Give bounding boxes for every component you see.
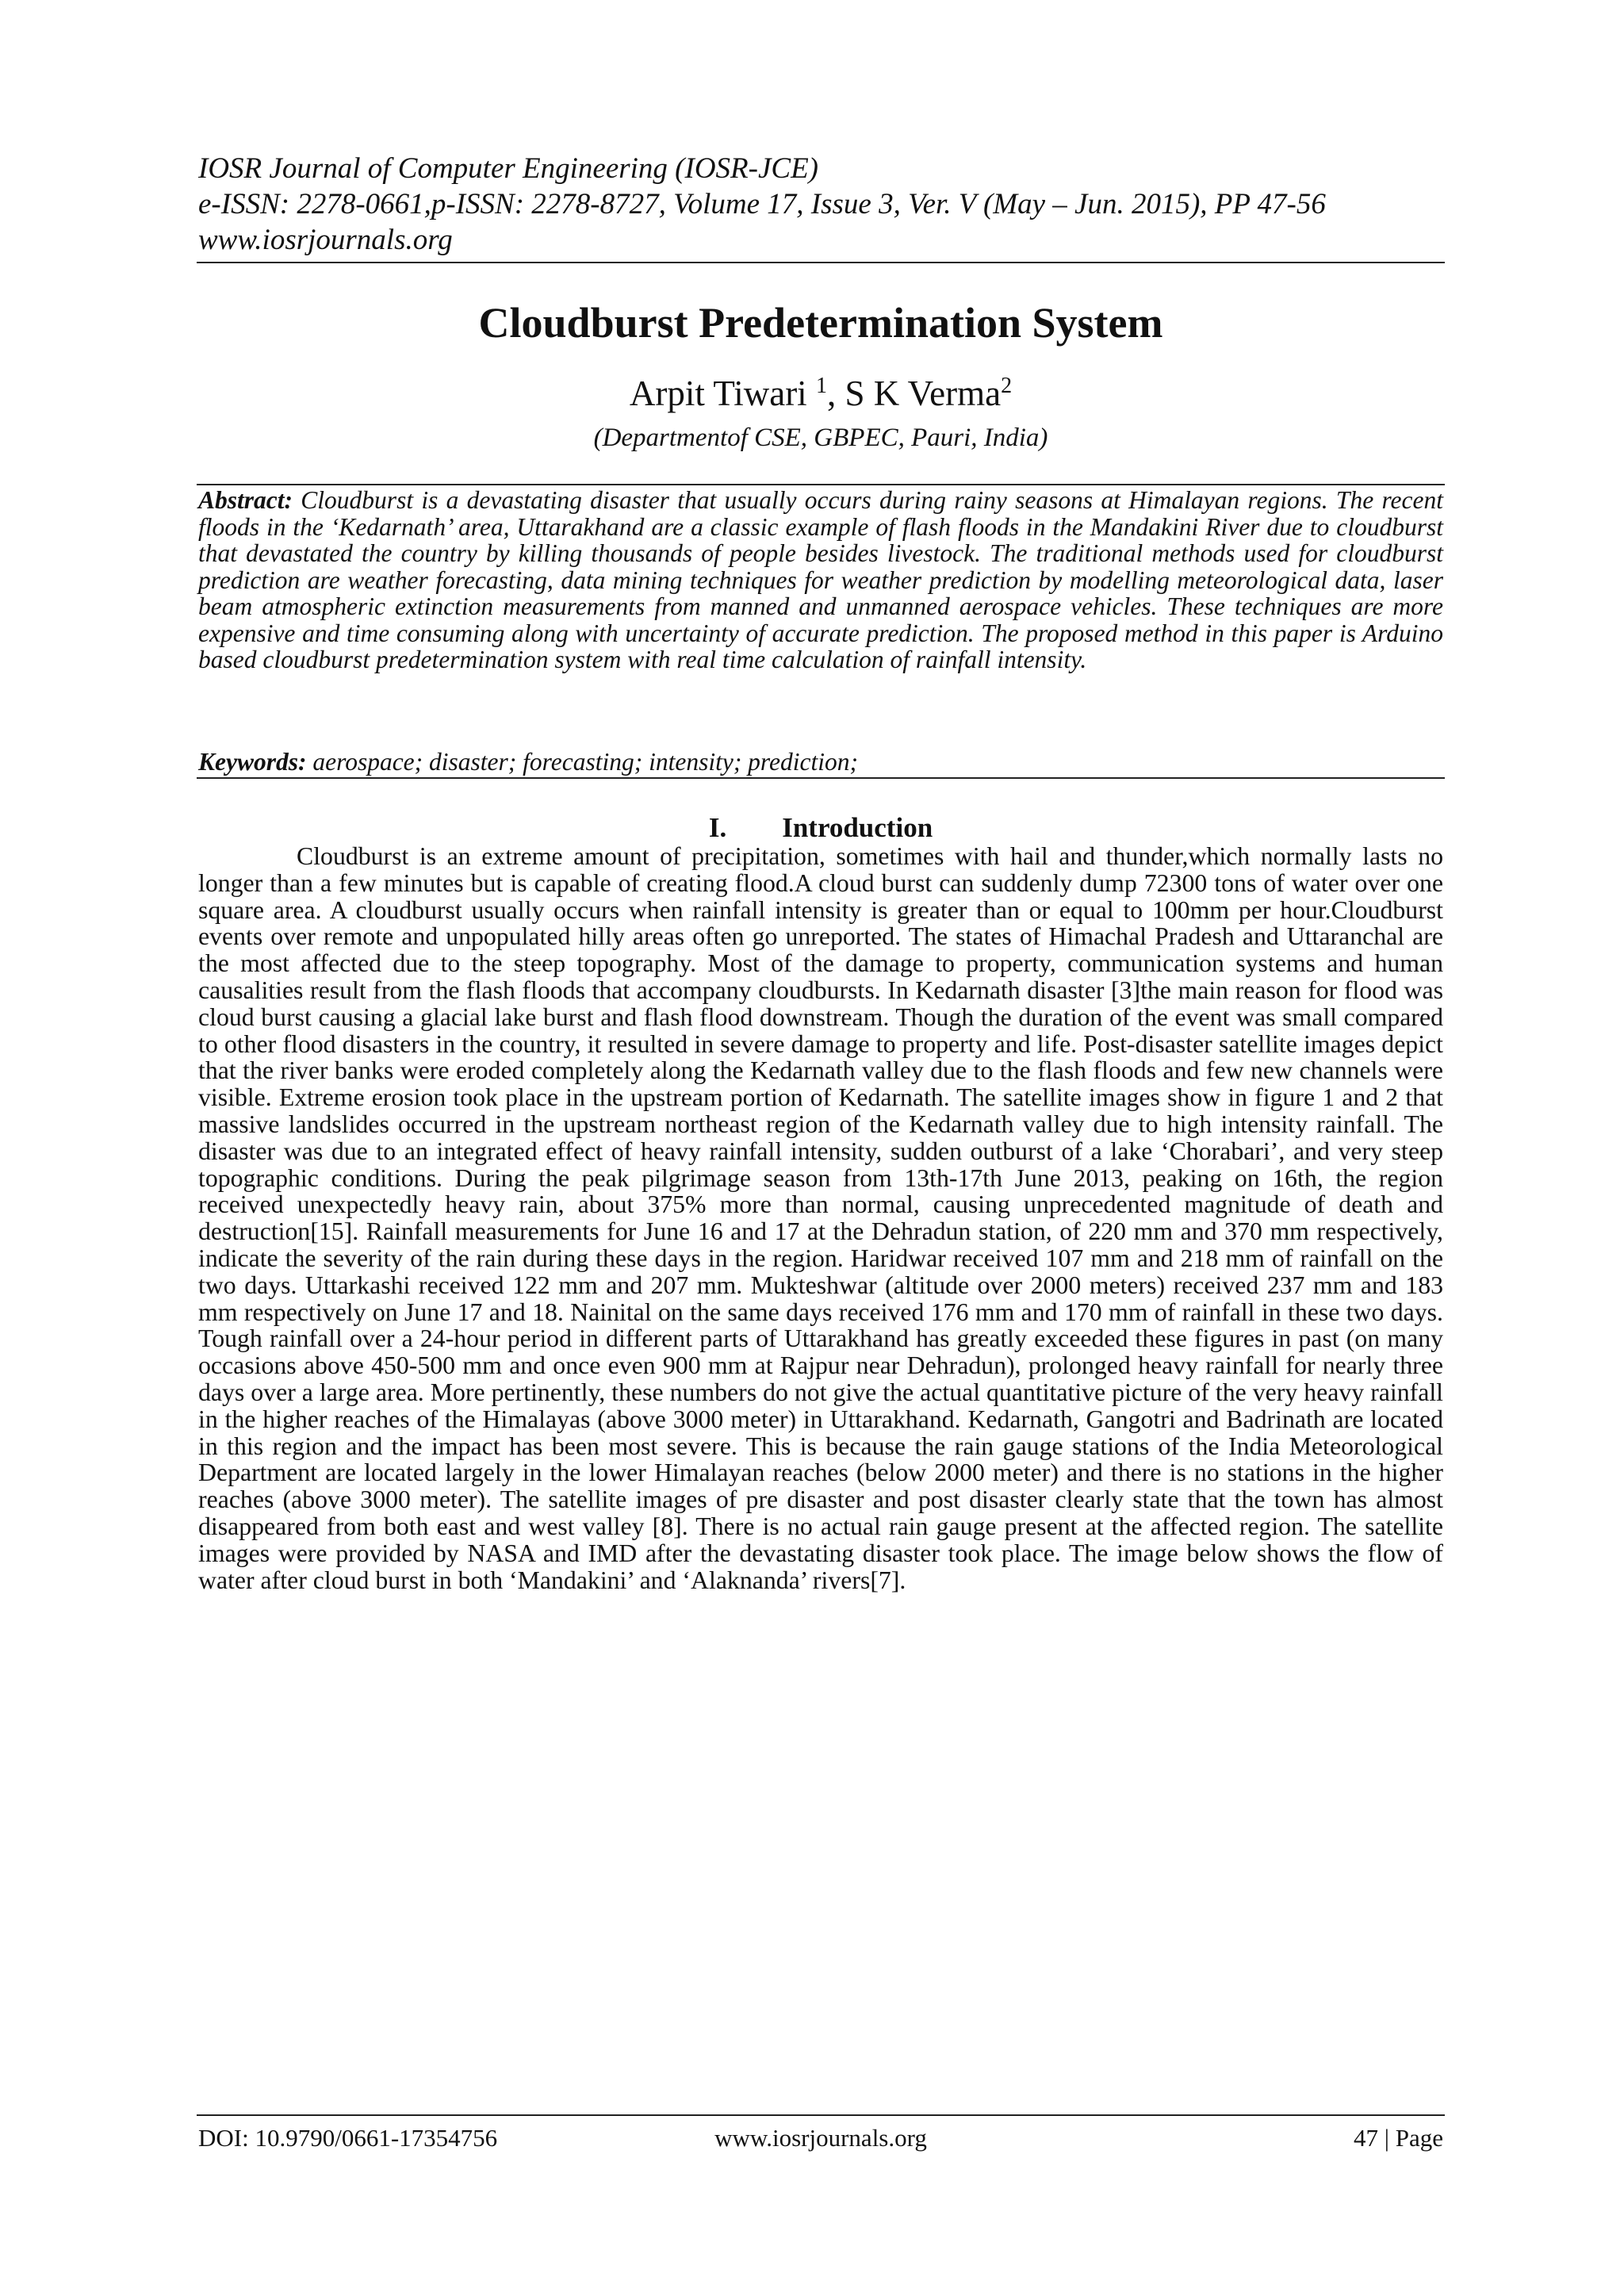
author-name: Arpit Tiwari (629, 374, 816, 413)
issn-line: e-ISSN: 2278-0661,p-ISSN: 2278-8727, Volume 17, Issue 3, Ver. V (May – Jun. 2015), PP 47-56 (198, 188, 1326, 220)
section-title: Introduction (782, 812, 933, 843)
paper-title: Cloudburst Predetermination System (478, 299, 1163, 347)
journal-header (198, 151, 1443, 258)
section-number: I. (708, 812, 727, 843)
keywords-text: aerospace; disaster; forecasting; intensity; prediction; (306, 748, 858, 776)
journal-website: www.iosrjournals.org (198, 224, 453, 256)
author-list (197, 371, 1445, 416)
footer-website: www.iosrjournals.org (714, 2124, 927, 2152)
abstract-text: Cloudburst is a devastating disaster that usually occurs during rainy seasons at Himalayan regions. The recent floods in the ‘Kedarnath’ area, Uttarakhand are a classic example of flash floods in the Mandakini River due to cloudburst that devastated the country by killing thousands of people besides livestock. The traditional methods used for cloudburst prediction are weather forecasting, data mining techniques for weather prediction by modelling meteorological data, laser beam atmospheric extinction measurements from manned and unmanned aerospace vehicles. These techniques are more expensive and time consuming along with uncertainty of accurate prediction. The proposed method in this paper is Arduino based cloudburst predetermination system with real time calculation of rainfall intensity. (198, 486, 1443, 673)
introduction-paragraph: Cloudburst is an extreme amount of precipitation, sometimes with hail and thunder,which normally lasts no longer than a few minutes but is capable of creating flood.A cloud burst can suddenly dump 72300 tons of water over one square area. A cloudburst usually occurs when rainfall intensity is greater than or equal to 100mm per hour.Cloudburst events over remote and unpopulated hilly areas often go unreported. The states of Himachal Pradesh and Uttaranchal are the most affected due to the steep topography. Most of the damage to property, communication systems and human causalities result from the flash floods that accompany cloudbursts. In Kedarnath disaster [3]the main reason for flood was cloud burst causing a glacial lake burst and flash flood downstream. Though the duration of the event was small compared to other flood disasters in the country, it resulted in severe damage to property and life. Post-disaster satellite images depict that the river banks were eroded completely along the Kedarnath valley due to the flash floods and few new channels were visible. Extreme erosion took place in the upstream portion of Kedarnath. The satellite images show in figure 1 and 2 that massive landslides occurred in the upstream northeast region of the Kedarnath valley due to high intensity rainfall. The disaster was due to an integrated effect of heavy rainfall intensity, sudden outburst of a lake ‘Chorabari’, and very steep topographic conditions. During the peak pilgrimage season from 13th-17th June 2013, peaking on 16th, the region received unexpectedly heavy rain, about 375% more than normal, causing unprecedented magnitude of death and destruction[15]. Rainfall measurements for June 16 and 17 at the Dehradun station, of 220 mm and 370 mm respectively, indicate the severity of the rain during these days in the region. Haridwar received 107 mm and 218 mm of rainfall on the two days. Uttarkashi received 122 mm and 207 mm. Mukteshwar (altitude over 2000 meters) received 237 mm and 183 mm respectively on June 17 and 18. Nainital on the same days received 176 mm and 170 mm of rainfall in these two days. Tough rainfall over a 24-hour period in different parts of Uttarakhand has greatly exceeded these figures in past (on many occasions above 450-500 mm and once even 900 mm at Rajpur near Dehradun), prolonged heavy rainfall for nearly three days over a large area. More pertinently, these numbers do not give the actual quantitative picture of the very heavy rainfall in the higher reaches of the Himalayas (above 3000 meter) in Uttarakhand. Kedarnath, Gangotri and Badrinath are located in this region and the impact has been most severe. This is because the rain gauge stations of the India Meteorological Department are located largely in the lower Himalayan reaches (below 2000 meter) and there is no stations in the higher reaches (above 3000 meter). The satellite images of pre disaster and post disaster clearly state that the town has almost disappeared from both east and west valley [8]. There is no actual rain gauge present at the affected region. The satellite images were provided by NASA and IMD after the devastating disaster took place. The image below shows the flow of water after cloud burst in both ‘Mandakini’ and ‘Alaknanda’ rivers[7]. (198, 842, 1443, 1594)
section-heading (197, 811, 1445, 845)
journal-name: IOSR Journal of Computer Engineering (IOSR-JCE) (198, 152, 818, 185)
footer-divider (197, 2114, 1445, 2116)
abstract-label: Abstract: (198, 486, 293, 514)
author-affiliation-mark: 1 (815, 374, 827, 398)
page-number: 47 | Page (1354, 2124, 1443, 2152)
footer-doi: DOI: 10.9790/0661-17354756 (198, 2124, 498, 2152)
author-affiliation-mark: 2 (1001, 374, 1013, 398)
abstract-bottom-divider (197, 777, 1445, 779)
author-name: S K Verma (845, 374, 1002, 413)
keywords (198, 749, 1443, 776)
author-separator: , (826, 374, 845, 413)
keywords-label: Keywords: (198, 748, 307, 776)
abstract (198, 487, 1443, 673)
abstract-top-divider (197, 484, 1445, 485)
affiliation: (Departmentof CSE, GBPEC, Pauri, India) (593, 424, 1048, 452)
header-divider (197, 262, 1445, 263)
